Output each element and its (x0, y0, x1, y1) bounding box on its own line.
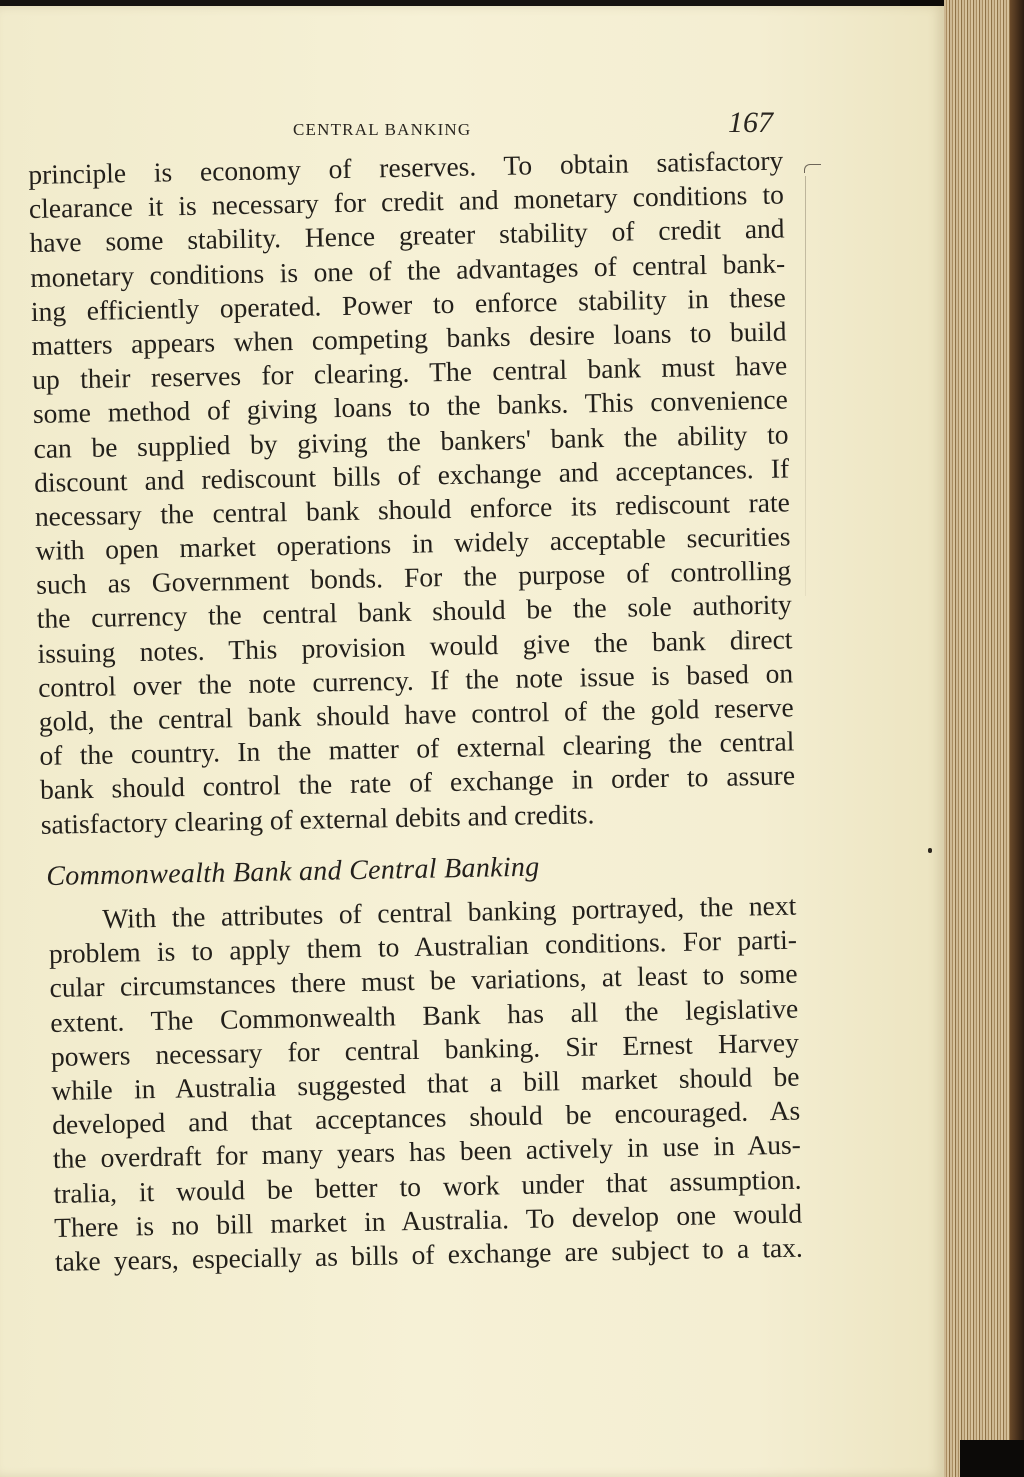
text-line: developed and that acceptances should be encouraged. As (51, 1094, 801, 1141)
page-edges (944, 0, 1024, 1477)
text-line: clearance it is necessary for credit and monetary conditions to (28, 178, 785, 225)
text-line: principle is economy of reserves. To obtain satisfactory (28, 144, 784, 190)
text-line: of the country. In the matter of external clearing the central (39, 725, 795, 772)
text-line: have some stability. Hence greater stability of credit and (29, 212, 785, 259)
text-line: up their reserves for clearing. The central bank must have (31, 349, 788, 396)
text-line: control over the note currency. If the note issue is based on (37, 657, 794, 703)
text-line: while in Australia suggested that a bill market should be (51, 1060, 800, 1106)
text-line: some method of giving loans to the banks. This convenience (32, 383, 789, 430)
page-number: 167 (728, 106, 773, 139)
paragraph-central-bank-functions (28, 144, 796, 842)
text-line: cular circumstances there must be variations, at least to some (49, 958, 798, 1004)
text-line: powers necessary for central banking. Sir Ernest Harvey (50, 1026, 800, 1072)
book-cover-edge (1010, 0, 1024, 1477)
text-line: satisfactory clearing of external debits and credits. (40, 797, 595, 840)
book-page (0, 6, 944, 1477)
text-line: gold, the central bank should have control of the gold reserve (38, 691, 794, 737)
text-line: ing efficiently operated. Power to enforce stability in these (30, 281, 787, 327)
margin-pencil-line (805, 176, 806, 596)
text-line: take years, especially as bills of exchange are subject to a tax. (54, 1231, 804, 1277)
text-line: extent. The Commonwealth Bank has all the legislative (49, 992, 799, 1038)
text-line: necessary the central bank should enforce its rediscount rate (34, 486, 791, 532)
text-line: tralia, it would be better to work under that assumption. (53, 1163, 802, 1209)
text-line: such as Government bonds. For the purpose of controlling (35, 554, 792, 601)
text-line: monetary conditions is one of the advantages of central bank- (29, 247, 786, 293)
ink-speck (928, 848, 932, 853)
text-line: There is no bill market in Australia. To develop one would (53, 1197, 803, 1243)
text-line: with open market operations in widely acceptable securities (35, 520, 791, 566)
text-line: issuing notes. This provision would give the bank direct (37, 623, 793, 669)
text-line: discount and rediscount bills of exchange and acceptances. If (33, 452, 790, 498)
corner-shadow (960, 1440, 1024, 1477)
running-head: CENTRAL BANKING (293, 120, 472, 139)
text-line: With the attributes of central banking portrayed, the next (102, 889, 797, 934)
text-line: bank should control the rate of exchange in order to assure (39, 759, 796, 806)
text-line: can be supplied by giving the bankers' bank the ability to (33, 417, 789, 464)
paragraph-commonwealth-bank (48, 889, 803, 1279)
text-line: matters appears when competing banks desire loans to build (31, 315, 787, 361)
text-line: the overdraft for many years has been actively in use in Aus- (52, 1128, 802, 1175)
text-line: problem is to apply them to Australian conditions. For parti- (48, 923, 798, 970)
margin-bracket-mark (804, 164, 821, 173)
section-heading: Commonwealth Bank and Central Banking (46, 851, 540, 892)
text-line: the currency the central bank should be the sole authority (36, 588, 793, 635)
